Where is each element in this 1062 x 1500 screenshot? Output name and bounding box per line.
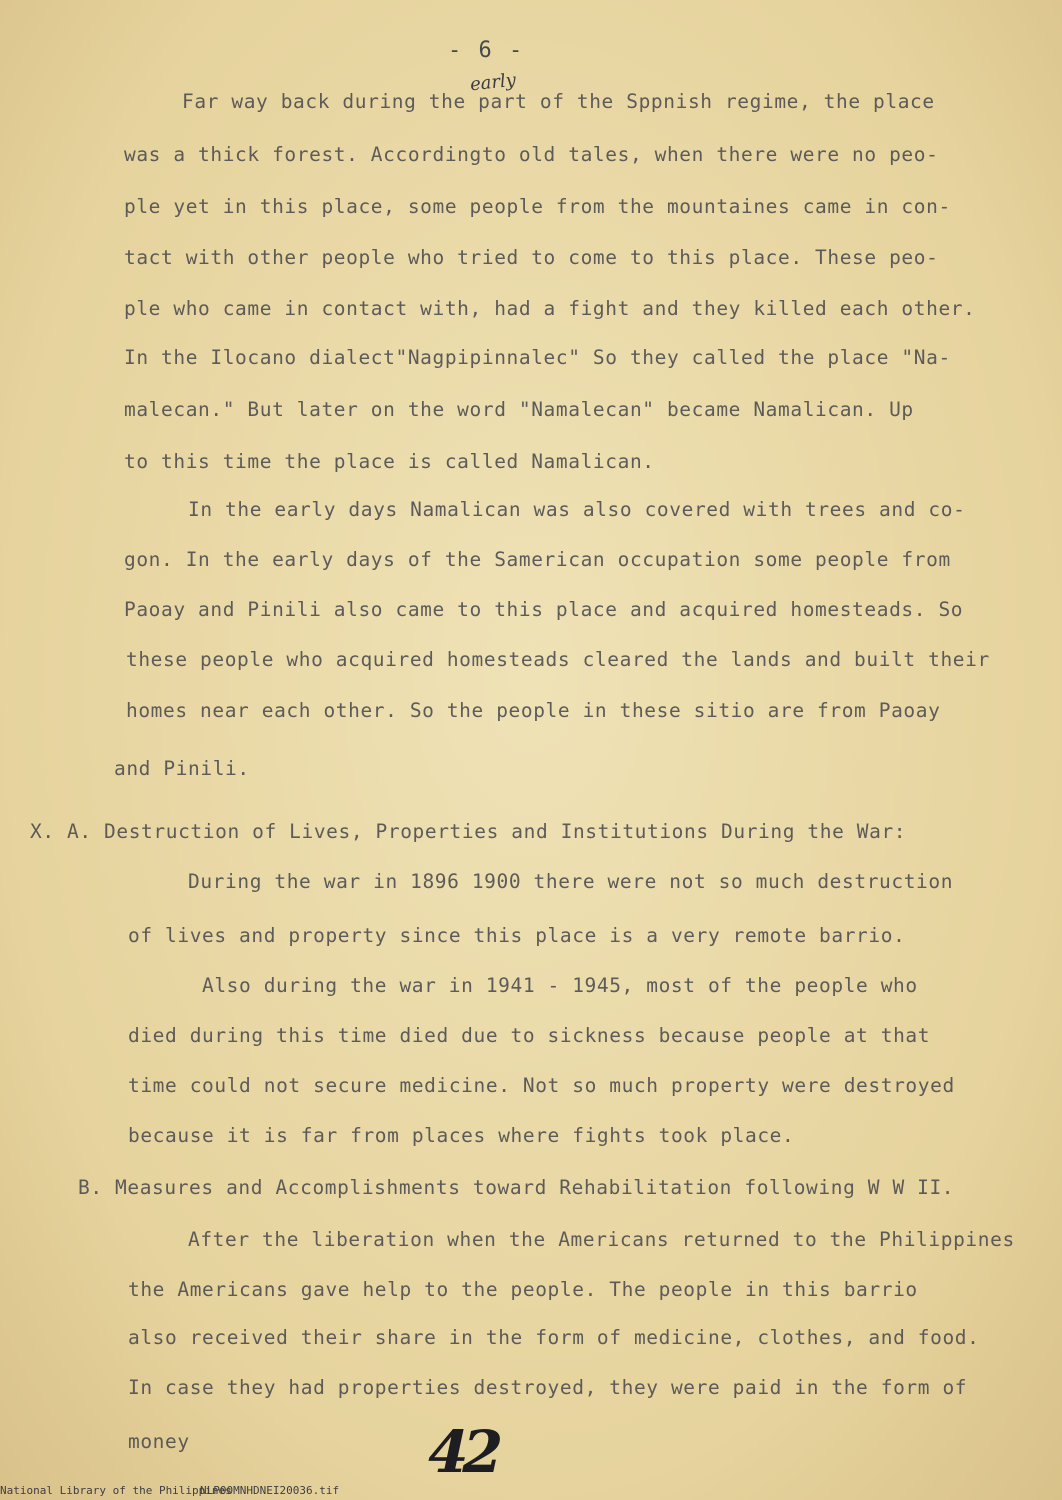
text-line-20: time could not secure medicine. Not so much property were destroyed: [128, 1074, 955, 1097]
text-line-8: to this time the place is called Namalican.: [124, 450, 655, 473]
text-line-23: After the liberation when the Americans returned to the Philippines: [188, 1228, 1015, 1251]
text-line-12: these people who acquired homesteads cleared the lands and built their: [126, 648, 990, 671]
text-line-11: Paoay and Pinili also came to this place and acquired homesteads. So: [124, 598, 964, 621]
text-line-26: In case they had properties destroyed, they were paid in the form of: [128, 1376, 968, 1399]
text-line-5: ple who came in contact with, had a fight and they killed each other.: [124, 297, 976, 320]
text-line-3: ple yet in this place, some people from the mountaines came in con-: [124, 195, 951, 218]
text-line-21: because it is far from places where fights took place.: [128, 1124, 795, 1147]
footer-file-name: NLP00MNHDNEI20036.tif: [200, 1484, 340, 1497]
text-line-24: the Americans gave help to the people. The people in this barrio: [128, 1278, 918, 1301]
text-line-6: In the Ilocano dialect"Nagpipinnalec" So they called the place "Na-: [124, 346, 951, 369]
text-line-10: gon. In the early days of the Samerican occupation some people from: [124, 548, 951, 571]
section-heading-b: B. Measures and Accomplishments toward Rehabilitation following W W II.: [78, 1176, 955, 1199]
footer-library-name: National Library of the Philippines: [0, 1484, 232, 1497]
page-number: - 6 -: [448, 38, 525, 63]
text-line-25: also received their share in the form of medicine, clothes, and food.: [128, 1326, 980, 1349]
text-line-1: Far way back during the part of the Sppnish regime, the place: [182, 90, 935, 113]
text-line-17: of lives and property since this place is a very remote barrio.: [128, 924, 906, 947]
text-line-14: and Pinili.: [114, 757, 250, 780]
text-line-27: money: [128, 1430, 190, 1453]
text-line-13: homes near each other. So the people in these sitio are from Paoay: [126, 699, 941, 722]
text-line-16: During the war in 1896 1900 there were not so much destruction: [188, 870, 954, 893]
text-line-7: malecan." But later on the word "Namalecan" became Namalican. Up: [124, 398, 914, 421]
text-line-2: was a thick forest. Accordingto old tales, when there were no peo-: [124, 143, 939, 166]
text-line-9: In the early days Namalican was also covered with trees and co-: [188, 498, 966, 521]
handwritten-page-stamp: 42: [420, 1418, 504, 1486]
text-line-19: died during this time died due to sickness because people at that: [128, 1024, 931, 1047]
handwritten-insertion: early: [469, 69, 517, 96]
section-heading-x-a: X. A. Destruction of Lives, Properties and Institutions During the War:: [30, 820, 907, 843]
text-line-4: tact with other people who tried to come to this place. These peo-: [124, 246, 939, 269]
text-line-18: Also during the war in 1941 - 1945, most of the people who: [202, 974, 918, 997]
